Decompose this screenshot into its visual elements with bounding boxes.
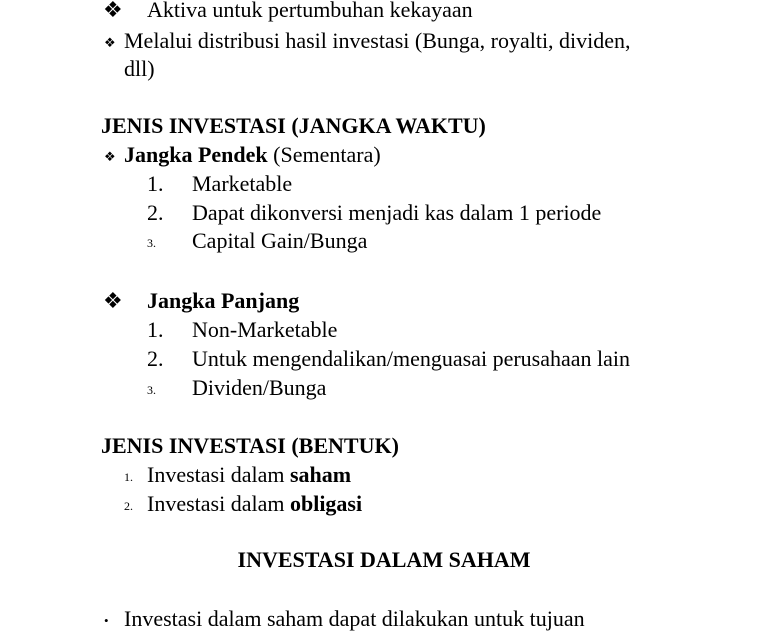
list-number: 3.: [147, 236, 156, 250]
diamond-bullet-icon: ❖: [103, 288, 123, 313]
jangka-panjang-title: Jangka Panjang: [147, 288, 300, 313]
list-item-emphasis: saham: [289, 462, 352, 487]
list-item-prefix: Investasi dalam: [147, 491, 290, 516]
diamond-bullet-icon: ❖: [103, 0, 123, 22]
list-number: 2.: [147, 346, 164, 371]
list-item-emphasis: obligasi: [289, 491, 363, 516]
top-item-2-line-2: dll): [124, 56, 155, 81]
list-item: Dividen/Bunga: [192, 375, 327, 400]
section-heading-saham: INVESTASI DALAM SAHAM: [237, 547, 531, 572]
list-item: Non-Marketable: [192, 317, 338, 342]
small-diamond-bullet-icon: ❖: [104, 35, 116, 50]
list-item: [147, 491, 362, 517]
list-number: 2.: [147, 200, 164, 225]
list-item: Capital Gain/Bunga: [192, 228, 368, 253]
saham-item-1: Investasi dalam saham dapat dilakukan untuk tujuan: [124, 606, 585, 631]
top-item-2-line-1: Melalui distribusi hasil investasi (Bunga, royalti, dividen,: [124, 28, 631, 53]
small-diamond-bullet-icon: ❖: [104, 149, 116, 164]
dot-bullet-icon: •: [104, 613, 109, 628]
list-number: 1.: [124, 470, 133, 484]
list-number: 2.: [124, 499, 133, 513]
list-item: [147, 462, 351, 488]
section-heading-jangka-waktu: JENIS INVESTASI (JANGKA WAKTU): [101, 113, 486, 138]
list-item: Marketable: [192, 171, 293, 196]
list-number: 1.: [147, 317, 164, 342]
list-item: Dapat dikonversi menjadi kas dalam 1 periode: [192, 200, 602, 225]
jangka-pendek-title: Jangka Pendek: [124, 142, 268, 167]
section-heading-bentuk: JENIS INVESTASI (BENTUK): [101, 433, 399, 458]
jangka-pendek-title-line: [124, 142, 381, 168]
list-item: Untuk mengendalikan/menguasai perusahaan lain: [192, 346, 631, 371]
list-number: 3.: [147, 383, 156, 397]
list-number: 1.: [147, 171, 164, 196]
jangka-pendek-note: (Sementara): [267, 142, 381, 167]
list-item-prefix: Investasi dalam: [147, 462, 290, 487]
top-item-1: Aktiva untuk pertumbuhan kekayaan: [147, 0, 473, 22]
